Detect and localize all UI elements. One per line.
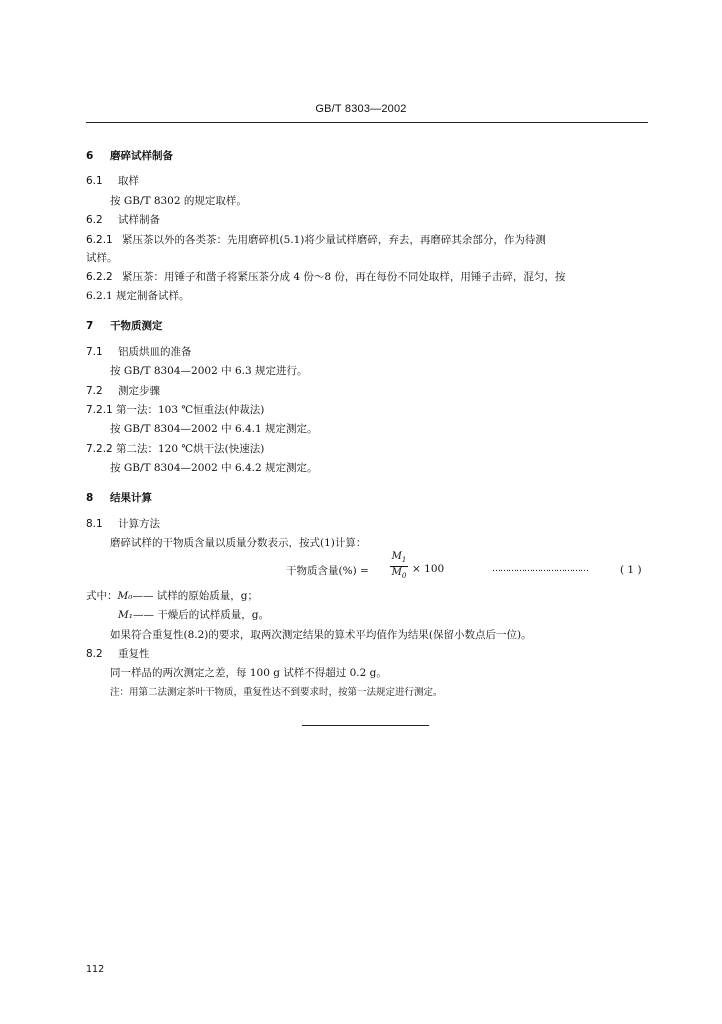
clause-6-1-text: 按 GB/T 8302 的规定取样。 bbox=[110, 195, 247, 207]
formula-denominator-subscript: 0 bbox=[401, 572, 407, 580]
formula-rhs: × 100 bbox=[412, 563, 445, 575]
clause-7-2 bbox=[86, 383, 160, 398]
clause-6-2-1-text: 紧压茶以外的各类茶：先用磨碎机(5.1)将少量试样磨碎，弃去，再磨碎其余部分，作为待测 bbox=[122, 234, 546, 246]
formula-lhs: 干物质含量(%) = bbox=[286, 565, 369, 577]
where-m0-text: —— 试样的原始质量，g； bbox=[132, 590, 259, 602]
section-8-title: 结果计算 bbox=[110, 492, 152, 504]
formula-label: ( 1 ) bbox=[620, 564, 642, 576]
clause-6-1-title: 取样 bbox=[118, 175, 139, 187]
formula-fraction bbox=[390, 551, 408, 582]
clause-6-2-number: 6.2 bbox=[86, 214, 103, 226]
clause-7-1 bbox=[86, 344, 192, 359]
where-m0-symbol: M₀ bbox=[117, 590, 133, 602]
section-6-heading bbox=[86, 148, 173, 163]
section-8-number: 8 bbox=[86, 492, 94, 504]
clause-7-2-2-title: 第二法：120 ℃烘干法(快速法) bbox=[116, 443, 265, 455]
clause-8-1-intro: 磨碎试样的干物质含量以质量分数表示，按式(1)计算： bbox=[110, 537, 367, 549]
clause-6-1 bbox=[86, 173, 139, 188]
clause-6-2 bbox=[86, 212, 160, 227]
clause-7-1-number: 7.1 bbox=[86, 346, 103, 358]
end-rule bbox=[302, 725, 429, 726]
repeatability-reference-text: 如果符合重复性(8.2)的要求，取两次测定结果的算术平均值作为结果(保留小数点后一位)。 bbox=[110, 629, 532, 641]
clause-7-1-text: 按 GB/T 8304—2002 中 6.3 规定进行。 bbox=[110, 365, 308, 377]
where-m1-symbol: M₁ bbox=[118, 609, 133, 621]
formula-denominator bbox=[390, 567, 408, 582]
section-6-title: 磨碎试样制备 bbox=[110, 150, 173, 162]
clause-6-2-2-text: 紧压茶：用锤子和凿子将紧压茶分成 4 份～8 份，再在每份不同处取样，用锤子击碎，混匀，按 bbox=[122, 271, 566, 283]
clause-6-2-1-line1 bbox=[86, 232, 546, 247]
section-6-number: 6 bbox=[86, 150, 94, 162]
clause-6-2-1-line2: 试样。 bbox=[86, 252, 118, 264]
clause-6-1-number: 6.1 bbox=[86, 175, 103, 187]
where-m1-text: —— 干燥后的试样质量，g。 bbox=[132, 609, 270, 621]
clause-6-2-title: 试样制备 bbox=[118, 214, 160, 226]
header-rule bbox=[86, 122, 648, 123]
clause-6-2-1-number: 6.2.1 bbox=[86, 234, 113, 246]
formula-numerator-symbol: M bbox=[391, 551, 402, 562]
clause-8-2-title: 重复性 bbox=[118, 648, 150, 660]
clause-6-2-2-number: 6.2.2 bbox=[86, 271, 113, 283]
where-m1 bbox=[118, 607, 269, 622]
clause-7-2-2 bbox=[86, 441, 264, 456]
standard-header: GB/T 8303—2002 bbox=[315, 103, 407, 115]
clause-8-2-number: 8.2 bbox=[86, 648, 103, 660]
page-number: 112 bbox=[86, 964, 105, 975]
clause-6-2-2-line2: 6.2.1 规定制备试样。 bbox=[86, 290, 190, 302]
section-7-title: 干物质测定 bbox=[110, 320, 163, 332]
clause-7-2-1-title: 第一法：103 ℃恒重法(仲裁法) bbox=[116, 404, 265, 416]
formula-leader-dots: ……………………………… bbox=[492, 564, 588, 574]
section-7-number: 7 bbox=[86, 320, 94, 332]
clause-7-2-1-number: 7.2.1 bbox=[86, 404, 113, 416]
clause-8-2 bbox=[86, 646, 150, 661]
clause-7-2-1 bbox=[86, 402, 264, 417]
section-8-heading bbox=[86, 490, 152, 505]
clause-8-1 bbox=[86, 516, 160, 531]
clause-8-1-title: 计算方法 bbox=[118, 518, 160, 530]
clause-7-2-2-number: 7.2.2 bbox=[86, 443, 113, 455]
section-7-heading bbox=[86, 318, 163, 333]
clause-7-2-1-text: 按 GB/T 8304—2002 中 6.4.1 规定测定。 bbox=[110, 423, 318, 435]
clause-7-2-2-text: 按 GB/T 8304—2002 中 6.4.2 规定测定。 bbox=[110, 462, 318, 474]
formula-numerator-subscript: 1 bbox=[401, 556, 407, 564]
formula-numerator bbox=[390, 551, 408, 566]
formula-denominator-symbol: M bbox=[391, 567, 402, 578]
clause-7-1-title: 铝质烘皿的准备 bbox=[118, 346, 192, 358]
clause-6-2-2-line1 bbox=[86, 269, 565, 284]
clause-7-2-title: 测定步骤 bbox=[118, 385, 160, 397]
where-prefix: 式中： bbox=[86, 590, 118, 602]
clause-7-2-number: 7.2 bbox=[86, 385, 103, 397]
clause-8-1-number: 8.1 bbox=[86, 518, 103, 530]
note-text: 注：用第二法测定茶叶干物质，重复性达不到要求时，按第一法规定进行测定。 bbox=[110, 687, 443, 698]
where-m0 bbox=[86, 588, 258, 603]
clause-8-2-text: 同一样品的两次测定之差，每 100 g 试样不得超过 0.2 g。 bbox=[110, 667, 387, 679]
